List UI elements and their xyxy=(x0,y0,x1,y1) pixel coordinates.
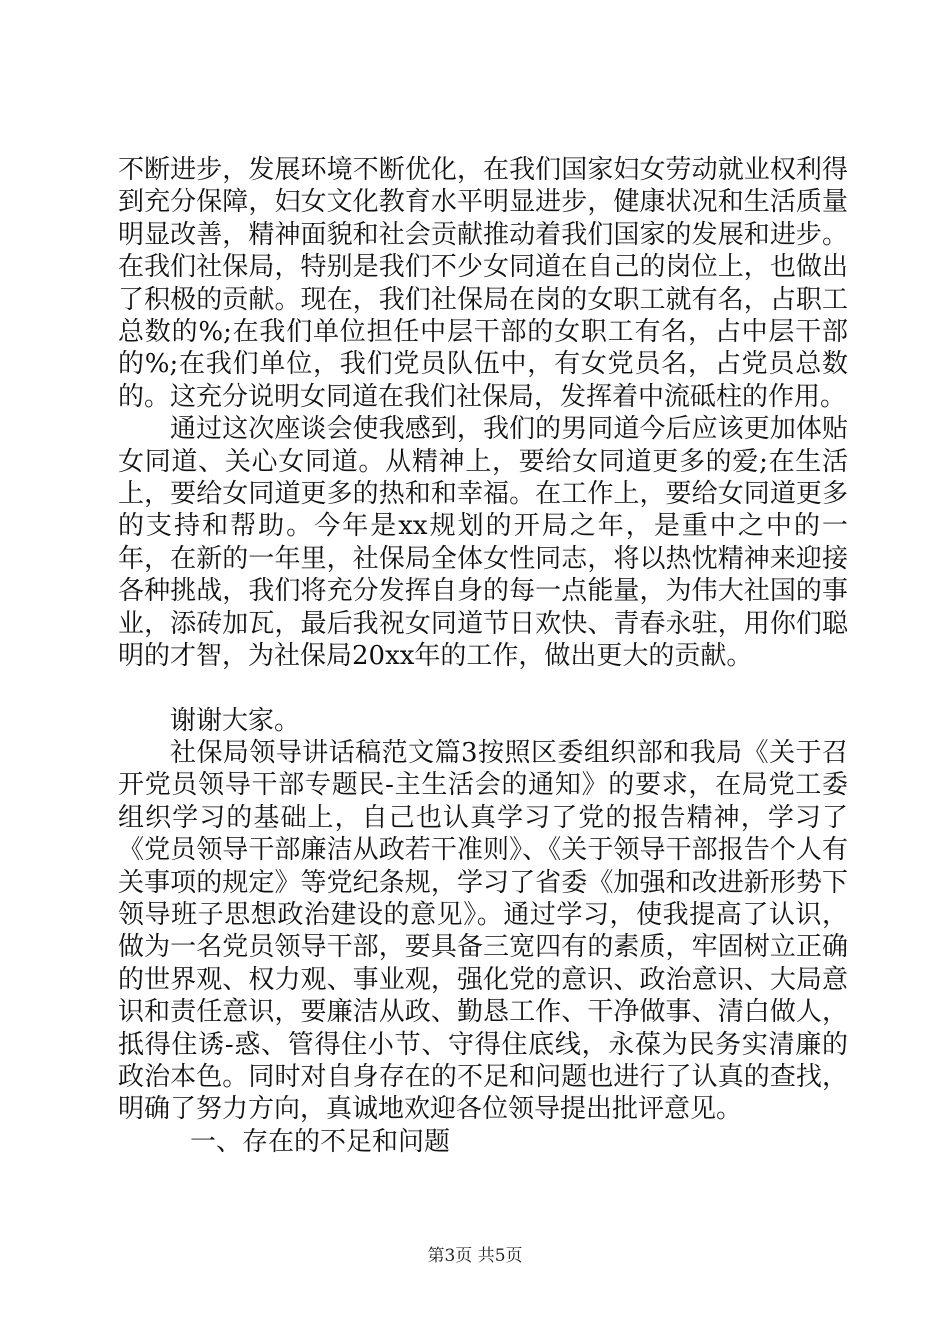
section-heading-shortcomings: 一、存在的不足和问题 xyxy=(190,1126,451,1157)
paragraph-speech-3: 社保局领导讲话稿范文篇3按照区委组织部和我局《关于召开党员领导干部专题民-主生活会的通知》的要求，在局党工委组织学习的基础上，自己也认真学习了党的报告精神，学习了《党员领导干部廉洁从政若干准则》、《关于领导干部报告个人有关事项的规定》等党纪条规，学习了省委《加强和改进新形势下领导班子思想政治建设的意见》。通过学习，使我提高了认识，做为一名党员领导干部，要具备三宽四有的素质，牢固树立正确的世界观、权力观、事业观，强化党的意识、政治意识、大局意识和责任意识，要廉洁从政、勤恳工作、干净做事、清白做人，抵得住诱-惑、管得住小节、守得住底线，永葆为民务实清廉的政治本色。同时对自身存在的不足和问题也进行了认真的查找，明确了努力方向，真诚地欢迎各位领导提出批评意见。 xyxy=(118,737,848,1125)
paragraph-thanks: 谢谢大家。 xyxy=(170,705,301,736)
paragraph-spacer xyxy=(118,673,848,705)
paragraph-men-support-women: 通过这次座谈会使我感到，我们的男同道今后应该更加体贴女同道、关心女同道。从精神上，要给女同道更多的爱;在生活上，要给女同道更多的热和和幸福。在工作上，要给女同道更多的支持和帮助。今年是xx规划的开局之年，是重中之中的一年，在新的一年里，社保局全体女性同志，将以热忱精神来迎接各种挑战，我们将充分发挥自身的每一点能量，为伟大社国的事业，添砖加瓦，最后我祝女同道节日欢快、青春永驻，用你们聪明的才智，为社保局20xx年的工作，做出更大的贡献。 xyxy=(118,414,848,672)
document-body xyxy=(118,154,848,1158)
page-footer: 第3页 共5页 xyxy=(427,1246,523,1266)
paragraph-continuation: 不断进步，发展环境不断优化，在我们国家妇女劳动就业权利得到充分保障，妇女文化教育水平明显进步，健康状况和生活质量明显改善，精神面貌和社会贡献推动着我们国家的发展和进步。在我们社保局，特别是我们不少女同道在自己的岗位上，也做出了积极的贡献。现在，我们社保局在岗的女职工就有名，占职工总数的%;在我们单位担任中层干部的女职工有名，占中层干部的%;在我们单位，我们党员队伍中，有女党员名，占党员总数的。这充分说明女同道在我们社保局，发挥着中流砥柱的作用。 xyxy=(118,155,848,412)
